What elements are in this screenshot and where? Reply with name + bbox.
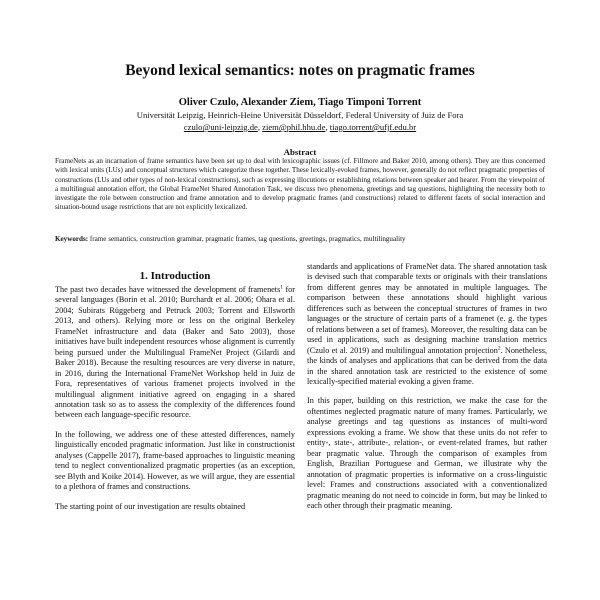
email-link[interactable]: czulo@uni-leipzig.de <box>183 122 258 132</box>
email-separator: , <box>325 122 330 132</box>
body-paragraph: standards and applications of FrameNet data. The shared annotation task is devised such that comparable texts or originals with their translations from different genres may be annotated in multiple languages. The comparison between these annotations should highlight various differences such as between the conceptual structures of frames in two languages or the structure of certain parts of a framenet (e. g. the types of relations between a set of frames). Moreover, the resulting data can be used in applications, such as designing machine translation metrics (Czulo et al. 2019) and multilingual annotation projection$^2$. Nonetheless, the kinds of analyses and applications that can be derived from the data in the shared annotation task are restricted to the existence of some lexically-specified material evoking a given frame. <box>307 262 547 386</box>
body-paragraph: The past two decades have witnessed the development of framenets$^1$ for several languages (Borin et al. 2010; Burchardt et al. 2006; Ohara et al. 2004; Subirats Rüggeberg and Petruck 2003; Torrent and Ellsworth 2013, and others). Relying more or less on the original Berkeley FrameNet infrastructure and data (Baker and Sato 2003), those initiatives have built independent resources whose alignment is currently being pursued under the Multilingual FrameNet Project (Gilardi and Baker 2018). Because the resulting resources are very diverse in nature, in 2016, during the International FrameNet Workshop held in Juiz de Fora, representatives of various framenet projects involved in the multilingual alignment initiative agreed on engaging in a shared annotation task so as to assess the complexity of the differences found between each language-specific resource. <box>55 284 296 420</box>
abstract-text: FrameNets as an incarnation of frame semantics have been set up to deal with lexicographic issues (cf. Fillmore and Baker 2010, among others). They are thus concerned with lexical units (LUs) and conceptual structures which categorize these together. These lexically-evoked frames, however, generally do not reflect pragmatic properties of constructions (LUs and other types of non-lexical constructions), such as expressing illocutions or establishing relations between speaker and hearer. From the viewpoint of a multilingual annotation effort, the Global FrameNet Shared Annotation Task, we discuss two phenomena, greetings and tag questions, highlighting the necessity both to investigate the role between construction and frame annotation and to develop pragmatic frames (and constructions) related to different facets of social interaction and situation-bound usage restrictions that are not explicitly lexicalized. <box>55 157 545 212</box>
body-paragraph: In the following, we address one of these attested differences, namely linguistically encoded pragmatic information. Just like in constructionist analyses (Cappelle 2017), frame-based approaches to linguistic meaning tend to neglect conventionalized pragmatic properties (as an exception, see Blyth and Koike 2014). However, as we will argue, they are essential to a plethora of frames and constructions. <box>55 429 295 492</box>
keywords-text: frame semantics, construction grammar, pragmatic frames, tag questions, greetings, pragmatics, multilinguality <box>89 235 406 243</box>
body-paragraph: The starting point of our investigation are results obtained <box>55 501 246 511</box>
footnote-marker[interactable]: 1 <box>280 284 284 291</box>
keywords-label: Keywords: <box>55 235 89 243</box>
abstract-heading: Abstract <box>283 147 317 157</box>
left-column <box>55 285 295 521</box>
author-list: Oliver Czulo, Alexander Ziem, Tiago Timponi Torrent <box>178 97 422 108</box>
section-heading-introduction: 1. Introduction <box>139 270 211 282</box>
footnote-marker[interactable]: 2 <box>497 344 501 351</box>
email-link[interactable]: tiago.torrent@ufjf.edu.br <box>329 122 417 132</box>
right-column <box>307 262 547 520</box>
affiliations: Universität Leipzig, Heinrich-Heine Universität Düsseldorf, Federal University of Juiz de Fora <box>136 110 464 120</box>
body-paragraph: In this paper, building on this restriction, we make the case for the oftentimes neglected pragmatic nature of many frames. Particularly, we analyse greetings and tag questions as instances of multi-word expressions evoking a frame. We show that these units do not refer to entity-, state-, attribute-, relation-, or event-related frames, but rather bear pragmatic value. Through the comparison of examples from English, Brazilian Portuguese and German, we illustrate why the annotation of pragmatic properties is informative on a cross-linguistic level: Frames and constructions associated with a conventionalized pragmatic meaning do not need to coincide in form, but may be linked to each other through their pragmatic meaning. <box>307 396 547 510</box>
keywords-line <box>55 235 545 244</box>
paper-title: Beyond lexical semantics: notes on pragmatic frames <box>125 62 475 79</box>
email-list <box>0 122 600 132</box>
email-separator: , <box>257 122 263 132</box>
email-link[interactable]: ziem@phil.hhu.de <box>262 122 326 132</box>
